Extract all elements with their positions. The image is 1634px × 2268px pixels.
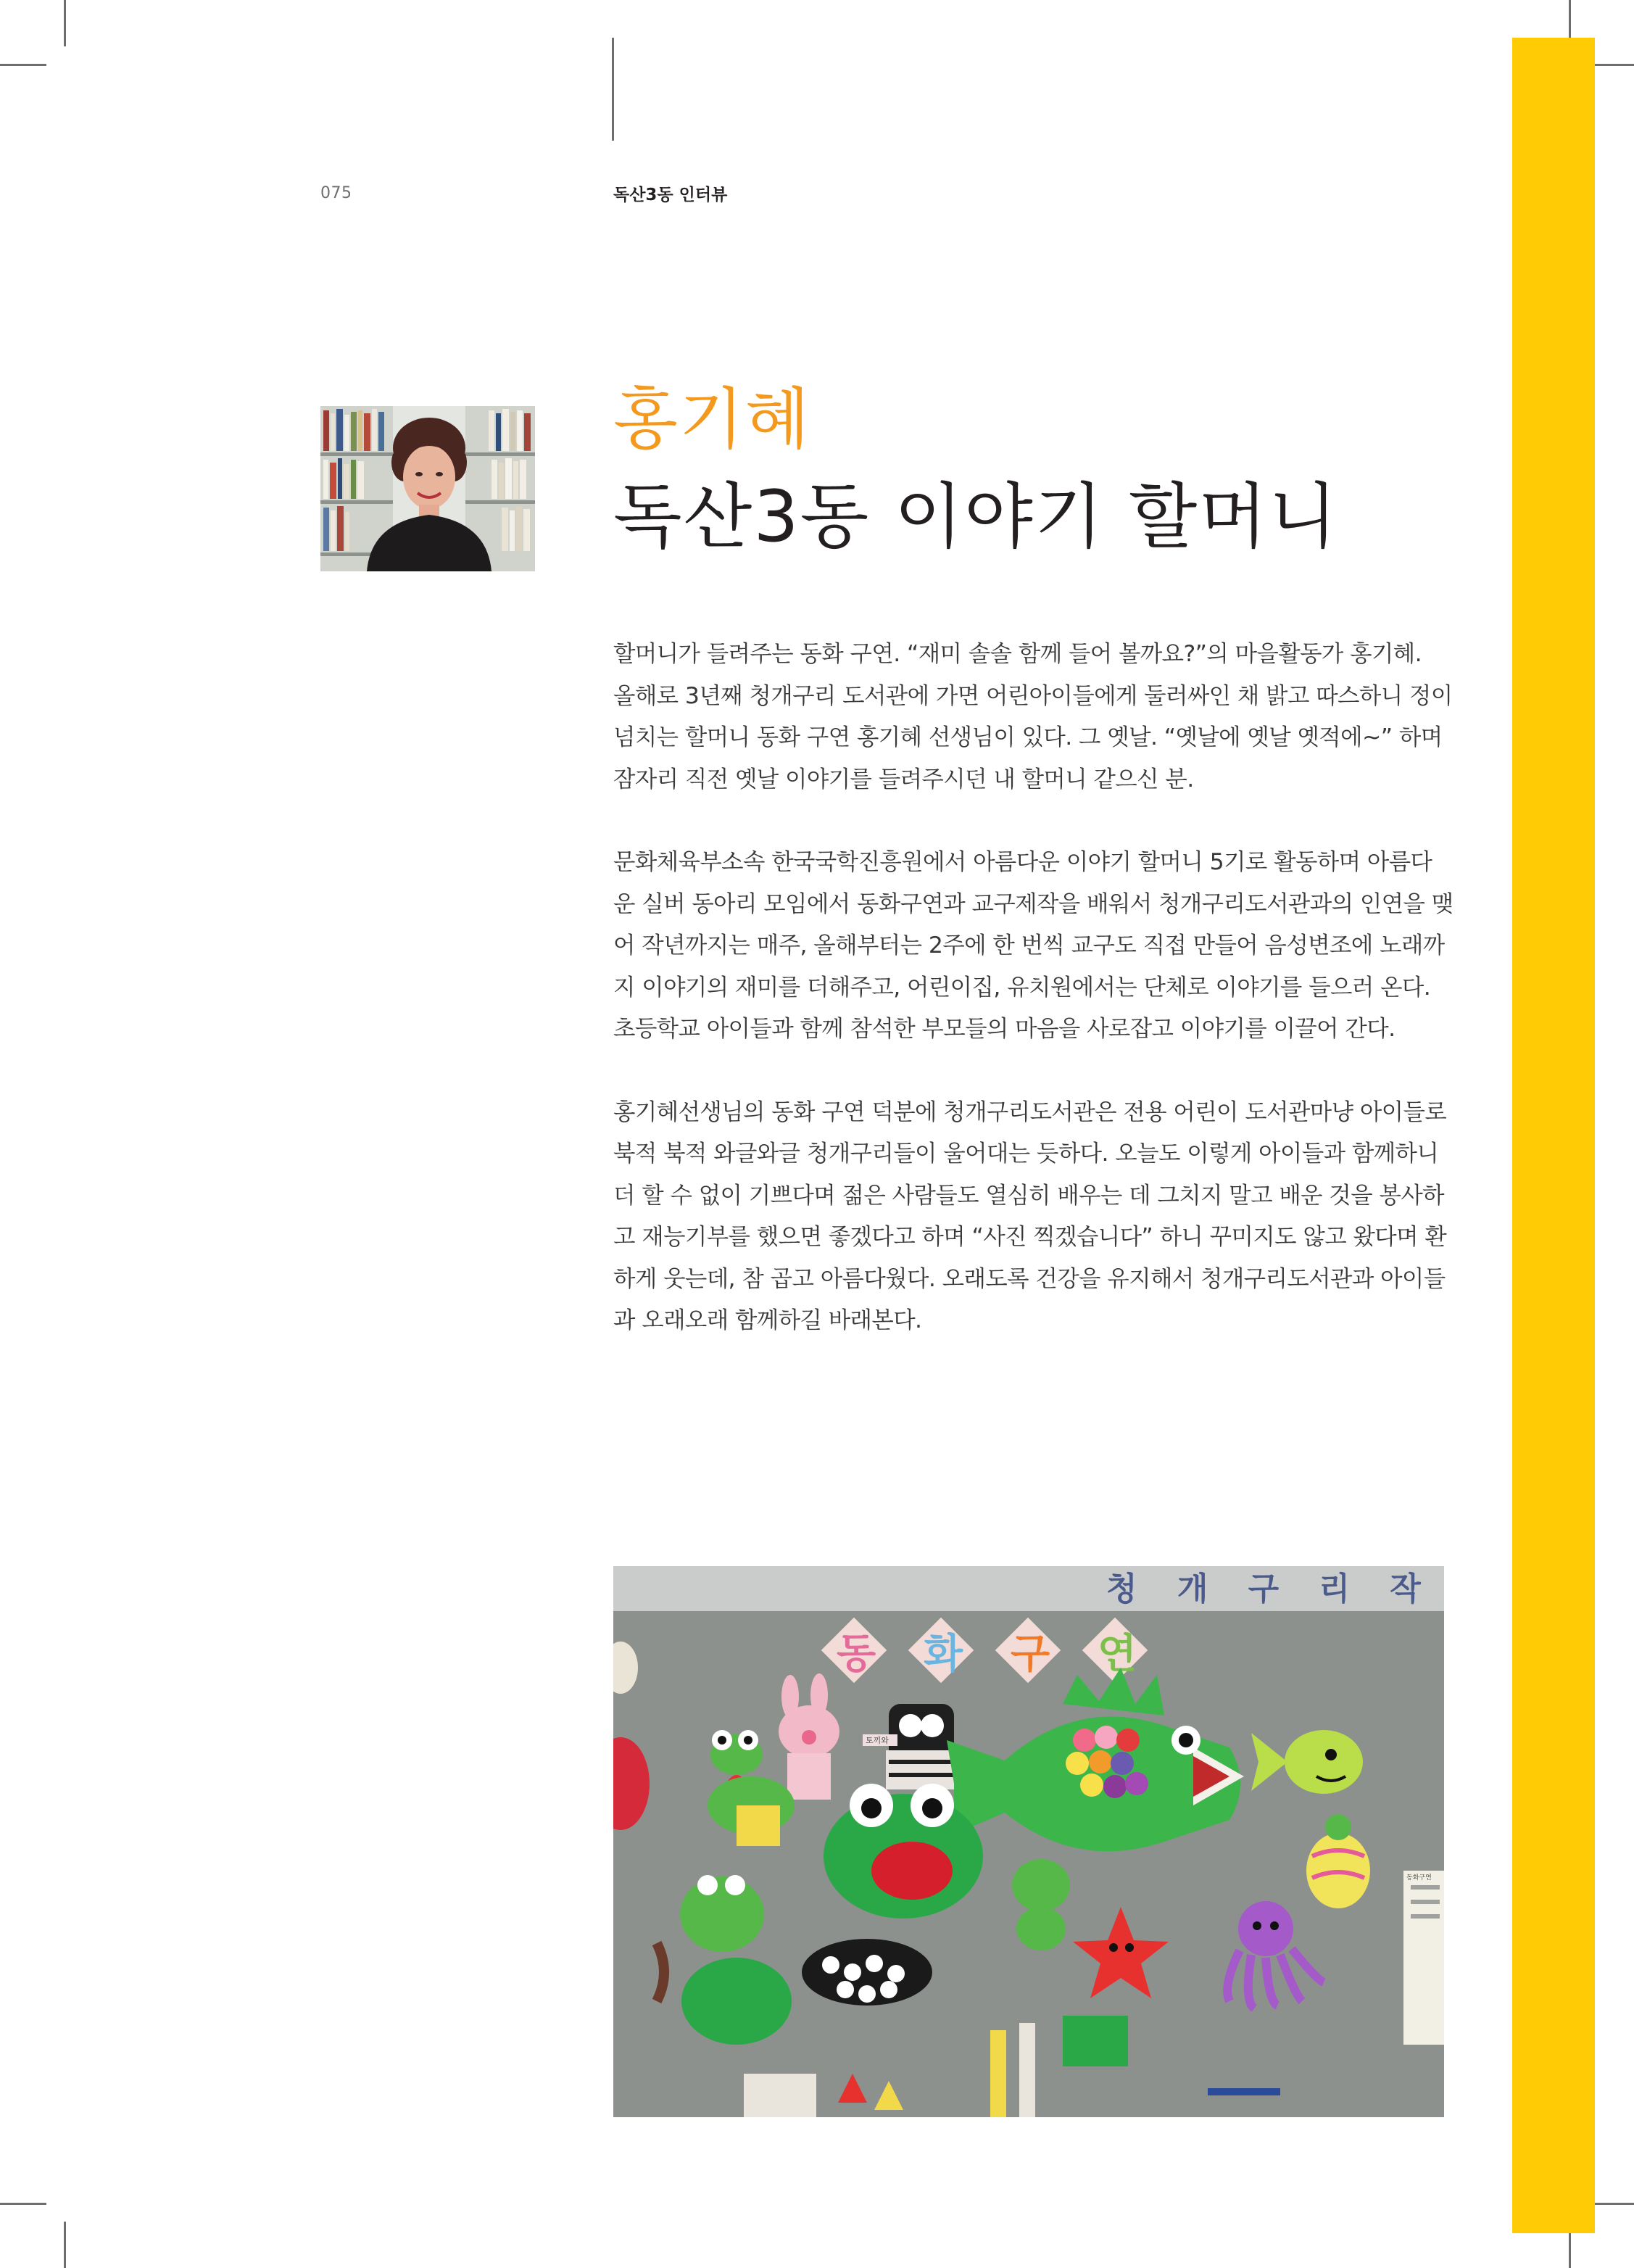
text-line: 잠자리 직전 옛날 이야기를 들려주시던 내 할머니 같으신 분. (613, 766, 1194, 792)
page-number: 075 (320, 184, 352, 202)
portrait-photo (320, 406, 535, 571)
paragraph (613, 1092, 1447, 1342)
tile-char: 화 (924, 1631, 963, 1678)
text-line: 초등학교 아이들과 함께 참석한 부모들의 마음을 사로잡고 이야기를 이끌어 간다. (613, 1016, 1395, 1042)
crop-mark (64, 0, 66, 46)
tile-char: 구 (1011, 1631, 1050, 1678)
text-line: 운 실버 동아리 모임에서 동화구연과 교구제작을 배워서 청개구리도서관과의 인연을 맺 (613, 890, 1453, 917)
puppet-label: 토끼와 (866, 1736, 889, 1745)
crop-mark (0, 64, 46, 66)
text-line: 어 작년까지는 매주, 올해부터는 2주에 한 번씩 교구도 직접 만들어 음성변조에 노래까 (613, 932, 1445, 959)
storytelling-board-photo (613, 1566, 1444, 2117)
text-line: 하게 웃는데, 참 곱고 아름다웠다. 오래도록 건강을 유지해서 청개구리도서관과 아이들 (613, 1265, 1446, 1292)
tile-char: 연 (1098, 1631, 1137, 1678)
crop-mark (612, 38, 614, 141)
text-line: 지 이야기의 재미를 더해주고, 어린이집, 유치원에서는 단체로 이야기를 들으러 온다. (613, 974, 1431, 1001)
text-line: 고 재능기부를 했으면 좋겠다고 하며 “사진 찍겠습니다” 하니 꾸미지도 않고 왔다며 환 (613, 1224, 1447, 1250)
board-note: 동화구연 (1406, 1874, 1432, 1882)
text-line: 더 할 수 없이 기쁘다며 젊은 사람들도 열심히 배우는 데 그치지 말고 배운 것을 봉사하 (613, 1182, 1444, 1209)
text-line: 과 오래오래 함께하길 바래본다. (613, 1307, 922, 1333)
article-title: 독산3동 이야기 할머니 (613, 476, 1339, 558)
interviewee-name: 홍기혜 (613, 381, 811, 458)
board-notice (1403, 1871, 1444, 2045)
paragraph (613, 842, 1453, 1051)
accent-side-bar (1512, 38, 1595, 2233)
text-line: 올해로 3년째 청개구리 도서관에 가면 어린아이들에게 둘러싸인 채 밝고 따스하니 정이 (613, 682, 1453, 709)
crop-mark (0, 2203, 46, 2205)
googly-eyes-leaf (802, 1939, 932, 2006)
text-line: 북적 북적 와글와글 청개구리들이 울어대는 듯하다. 오늘도 이렇게 아이들과 함께하니 (613, 1141, 1439, 1167)
paragraph (613, 634, 1453, 800)
tile-char: 동 (837, 1631, 876, 1678)
section-title: 독산3동 인터뷰 (613, 186, 728, 204)
text-line: 문화체육부소속 한국국학진흥원에서 아름다운 이야기 할머니 5기로 활동하며 아름다 (613, 849, 1432, 875)
article-body (613, 634, 1453, 1383)
banner-text: 청 개 구 리 작 (1106, 1570, 1435, 1607)
text-line: 할머니가 들려주는 동화 구연. “재미 솔솔 함께 들어 볼까요?”의 마을활동가 홍기혜. (613, 641, 1422, 667)
crop-mark (64, 2222, 66, 2268)
text-line: 넘치는 할머니 동화 구연 홍기혜 선생님이 있다. 그 옛날. “옛날에 옛날 옛적에~” 하며 (613, 724, 1443, 750)
text-line: 홍기혜선생님의 동화 구연 덕분에 청개구리도서관은 전용 어린이 도서관마냥 아이들로 (613, 1098, 1447, 1125)
